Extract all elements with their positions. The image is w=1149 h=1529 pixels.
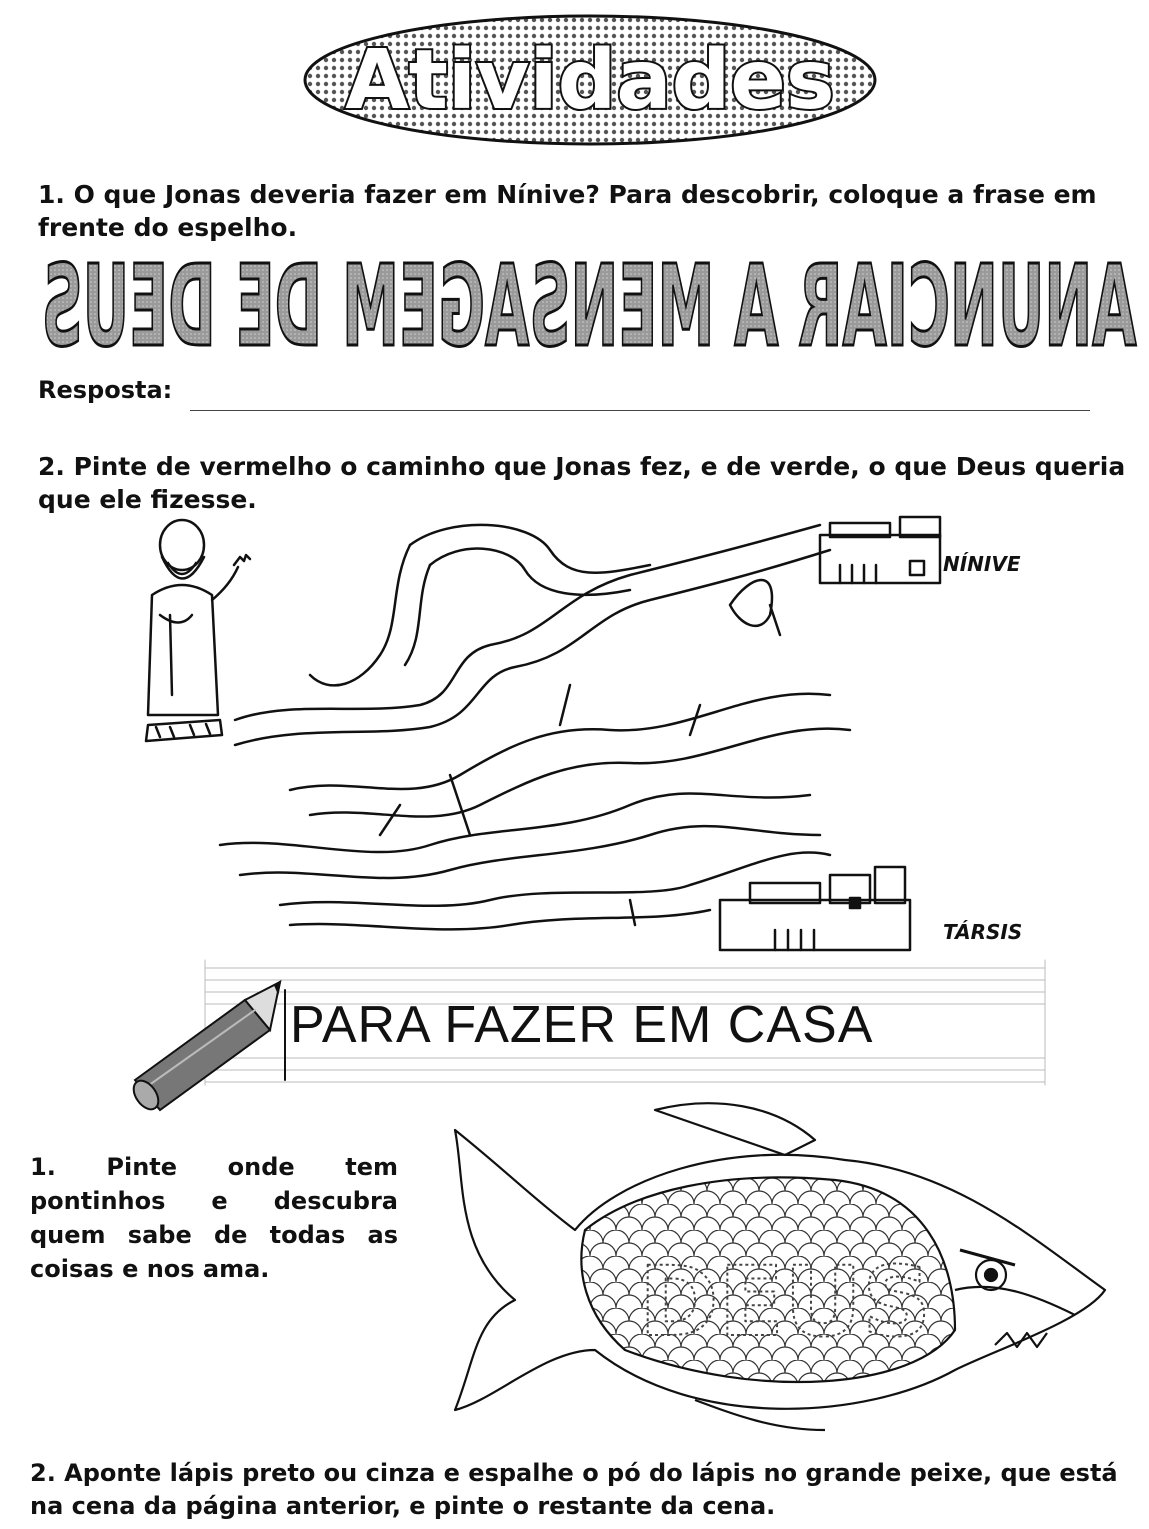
maze[interactable] bbox=[220, 525, 850, 930]
ninive-label: NÍNIVE bbox=[943, 552, 1021, 576]
tarsis-label: TÁRSIS bbox=[943, 920, 1023, 944]
answer-label: Resposta: bbox=[38, 376, 173, 404]
homework-title: PARA FAZER EM CASA bbox=[290, 996, 874, 1054]
hidden-word: DEUS bbox=[638, 1246, 932, 1358]
homework-item-2: 2. Aponte lápis preto ou cinza e espalhe o pó do lápis no grande peixe, que está na cena da página anterior, e pinte o restante da cena. bbox=[30, 1459, 1118, 1520]
mirrored-phrase-graphic bbox=[38, 242, 1140, 372]
jonas-figure-icon bbox=[146, 520, 250, 741]
title-text: Atividades bbox=[345, 33, 835, 128]
homework-item-1: 1. Pinte onde tem pontinhos e descubra quem sabe de todas as coisas e nos ama. bbox=[30, 1153, 398, 1283]
question-1-text: 1. O que Jonas deveria fazer em Nínive? Para descobrir, coloque a frase em frente do espelho. bbox=[38, 180, 1097, 242]
question-2-text: 2. Pinte de vermelho o caminho que Jonas fez, e de verde, o que Deus queria que ele fizesse. bbox=[38, 452, 1126, 514]
ninive-city-icon bbox=[820, 517, 940, 583]
answer-line[interactable] bbox=[190, 410, 1090, 411]
tarsis-city-icon bbox=[720, 867, 910, 950]
mirrored-phrase-text: ANUNCIAR A MENSAGEM DE DEUS bbox=[41, 242, 1137, 372]
title-banner-graphic bbox=[290, 8, 890, 148]
fish-illustration bbox=[395, 1100, 1125, 1440]
pencil-icon bbox=[129, 982, 280, 1114]
mirrored-phrase bbox=[38, 242, 1140, 372]
title-banner bbox=[290, 8, 890, 148]
